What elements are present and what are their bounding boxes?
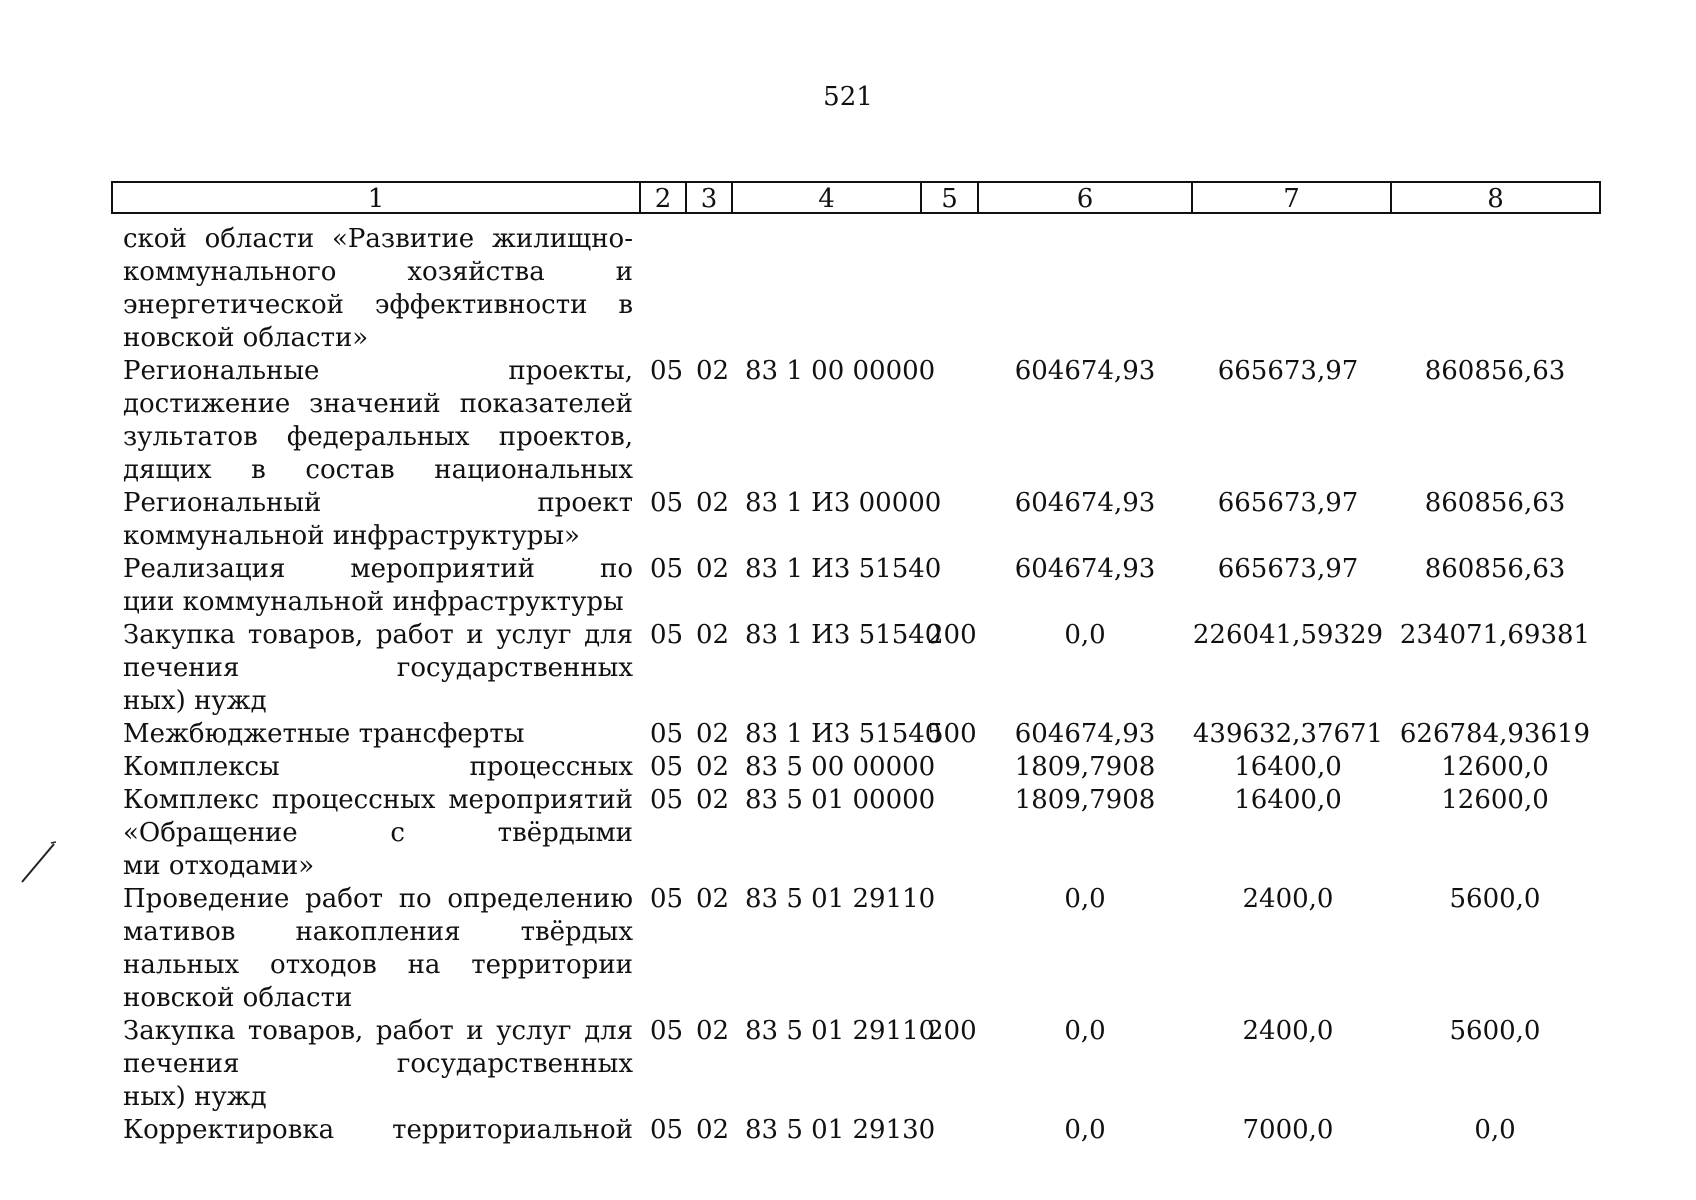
cell-c8: 12600,0	[1441, 752, 1549, 782]
cell-c8: 5600,0	[1449, 884, 1541, 914]
row-description	[123, 1114, 633, 1147]
cell-c6: 604674,93	[1014, 356, 1156, 386]
cell-c4: 83 5 01 00000	[745, 785, 936, 815]
cell-c2: 05	[650, 620, 684, 650]
cell-c3: 02	[696, 488, 730, 518]
header-col-7: 7	[1193, 183, 1392, 212]
cell-c8: 5600,0	[1449, 1016, 1541, 1046]
pen-stroke-mark	[20, 840, 60, 884]
row-description	[123, 553, 633, 619]
description-line: «Обращение с твёрдыми	[123, 818, 633, 848]
description-line: ми отходами»	[123, 851, 315, 881]
row-description	[123, 751, 633, 784]
cell-c4: 83 1 И3 51540	[745, 554, 942, 584]
cell-c2: 05	[650, 554, 684, 584]
header-col-8: 8	[1487, 184, 1504, 214]
cell-c8: 860856,63	[1424, 356, 1566, 386]
cell-c4: 83 5 01 29110	[745, 884, 936, 914]
description-line: Комплекс процессных мероприятий	[123, 785, 633, 815]
cell-c3: 02	[696, 719, 730, 749]
description-line: новской области	[123, 983, 353, 1013]
row-description	[123, 355, 633, 487]
cell-c3: 02	[696, 554, 730, 584]
cell-c8: 234071,69381	[1399, 620, 1591, 650]
cell-c4: 83 1 И3 51540	[745, 620, 942, 650]
cell-c7: 226041,59329	[1192, 620, 1384, 650]
description-line: Комплексы процессных	[123, 752, 633, 782]
cell-c3: 02	[696, 785, 730, 815]
row-description	[123, 619, 633, 718]
cell-c6: 0,0	[1064, 620, 1106, 650]
cell-c2: 05	[650, 1016, 684, 1046]
cell-c4: 83 5 01 29110	[745, 1016, 936, 1046]
description-line: энергетической эффективности в	[123, 290, 633, 320]
description-line: мативов накопления твёрдых	[123, 917, 633, 947]
description-line: нальных отходов на территории	[123, 950, 633, 980]
cell-c8: 860856,63	[1424, 554, 1566, 584]
description-line: Реализация мероприятий по	[123, 554, 633, 584]
cell-c6: 604674,93	[1014, 719, 1156, 749]
table-header-row	[111, 181, 1601, 214]
description-line: дящих в состав национальных	[123, 455, 633, 485]
cell-c7: 665673,97	[1217, 488, 1359, 518]
description-line: новской области»	[123, 323, 369, 353]
description-line: достижение значений показателей	[123, 389, 633, 419]
cell-c2: 05	[650, 1115, 684, 1145]
page-number: 521	[823, 82, 873, 112]
cell-c7: 665673,97	[1217, 356, 1359, 386]
cell-c3: 02	[696, 1115, 730, 1145]
cell-c4: 83 5 00 00000	[745, 752, 936, 782]
cell-c2: 05	[650, 752, 684, 782]
description-line: ных) нужд	[123, 1082, 267, 1112]
header-col-4: 4	[733, 183, 922, 212]
row-description	[123, 223, 633, 355]
header-col-1: 1	[113, 183, 641, 212]
cell-c6: 1809,7908	[1014, 752, 1156, 782]
description-line: Закупка товаров, работ и услуг для	[123, 620, 633, 650]
cell-c3: 02	[696, 752, 730, 782]
description-line: печения государственных	[123, 1049, 633, 1079]
cell-c6: 0,0	[1064, 1016, 1106, 1046]
description-line: коммунальной инфраструктуры»	[123, 521, 580, 551]
row-description	[123, 1015, 633, 1114]
cell-c6: 604674,93	[1014, 488, 1156, 518]
cell-c6: 604674,93	[1014, 554, 1156, 584]
description-line: Региональный проект	[123, 488, 633, 518]
description-line: ных) нужд	[123, 686, 267, 716]
header-col-2: 2	[641, 183, 687, 212]
cell-c8: 0,0	[1474, 1115, 1516, 1145]
description-line: печения государственных	[123, 653, 633, 683]
cell-c2: 05	[650, 884, 684, 914]
cell-c4: 83 1 И3 00000	[745, 488, 942, 518]
row-description	[123, 883, 633, 1015]
cell-c4: 83 1 00 00000	[745, 356, 936, 386]
cell-c5: 200	[927, 620, 977, 650]
cell-c3: 02	[696, 356, 730, 386]
cell-c3: 02	[696, 884, 730, 914]
cell-c2: 05	[650, 785, 684, 815]
description-line: ской области «Развитие жилищно-	[123, 224, 633, 254]
cell-c5: 500	[927, 719, 977, 749]
cell-c7: 2400,0	[1242, 884, 1334, 914]
cell-c6: 1809,7908	[1014, 785, 1156, 815]
header-col-3: 3	[687, 183, 733, 212]
cell-c7: 665673,97	[1217, 554, 1359, 584]
cell-c2: 05	[650, 356, 684, 386]
cell-c6: 0,0	[1064, 1115, 1106, 1145]
description-line: Межбюджетные трансферты	[123, 719, 525, 749]
description-line: Закупка товаров, работ и услуг для	[123, 1016, 633, 1046]
description-line: Региональные проекты,	[123, 356, 633, 386]
cell-c7: 7000,0	[1242, 1115, 1334, 1145]
description-line: Проведение работ по определению	[123, 884, 633, 914]
cell-c2: 05	[650, 488, 684, 518]
description-line: Корректировка территориальной	[123, 1115, 633, 1145]
cell-c7: 2400,0	[1242, 1016, 1334, 1046]
cell-c7: 16400,0	[1234, 785, 1342, 815]
cell-c4: 83 1 И3 51540	[745, 719, 942, 749]
description-line: коммунального хозяйства и	[123, 257, 633, 287]
cell-c5: 200	[927, 1016, 977, 1046]
description-line: ции коммунальной инфраструктуры	[123, 587, 624, 617]
cell-c6: 0,0	[1064, 884, 1106, 914]
cell-c8: 626784,93619	[1399, 719, 1591, 749]
description-line: зультатов федеральных проектов,	[123, 422, 633, 452]
cell-c7: 439632,37671	[1192, 719, 1384, 749]
cell-c4: 83 5 01 29130	[745, 1115, 936, 1145]
row-description	[123, 718, 633, 751]
cell-c3: 02	[696, 620, 730, 650]
row-description	[123, 487, 633, 553]
header-col-5: 5	[922, 183, 979, 212]
cell-c7: 16400,0	[1234, 752, 1342, 782]
header-col-6: 6	[979, 183, 1193, 212]
cell-c2: 05	[650, 719, 684, 749]
cell-c3: 02	[696, 1016, 730, 1046]
cell-c8: 860856,63	[1424, 488, 1566, 518]
cell-c8: 12600,0	[1441, 785, 1549, 815]
row-description	[123, 784, 633, 883]
